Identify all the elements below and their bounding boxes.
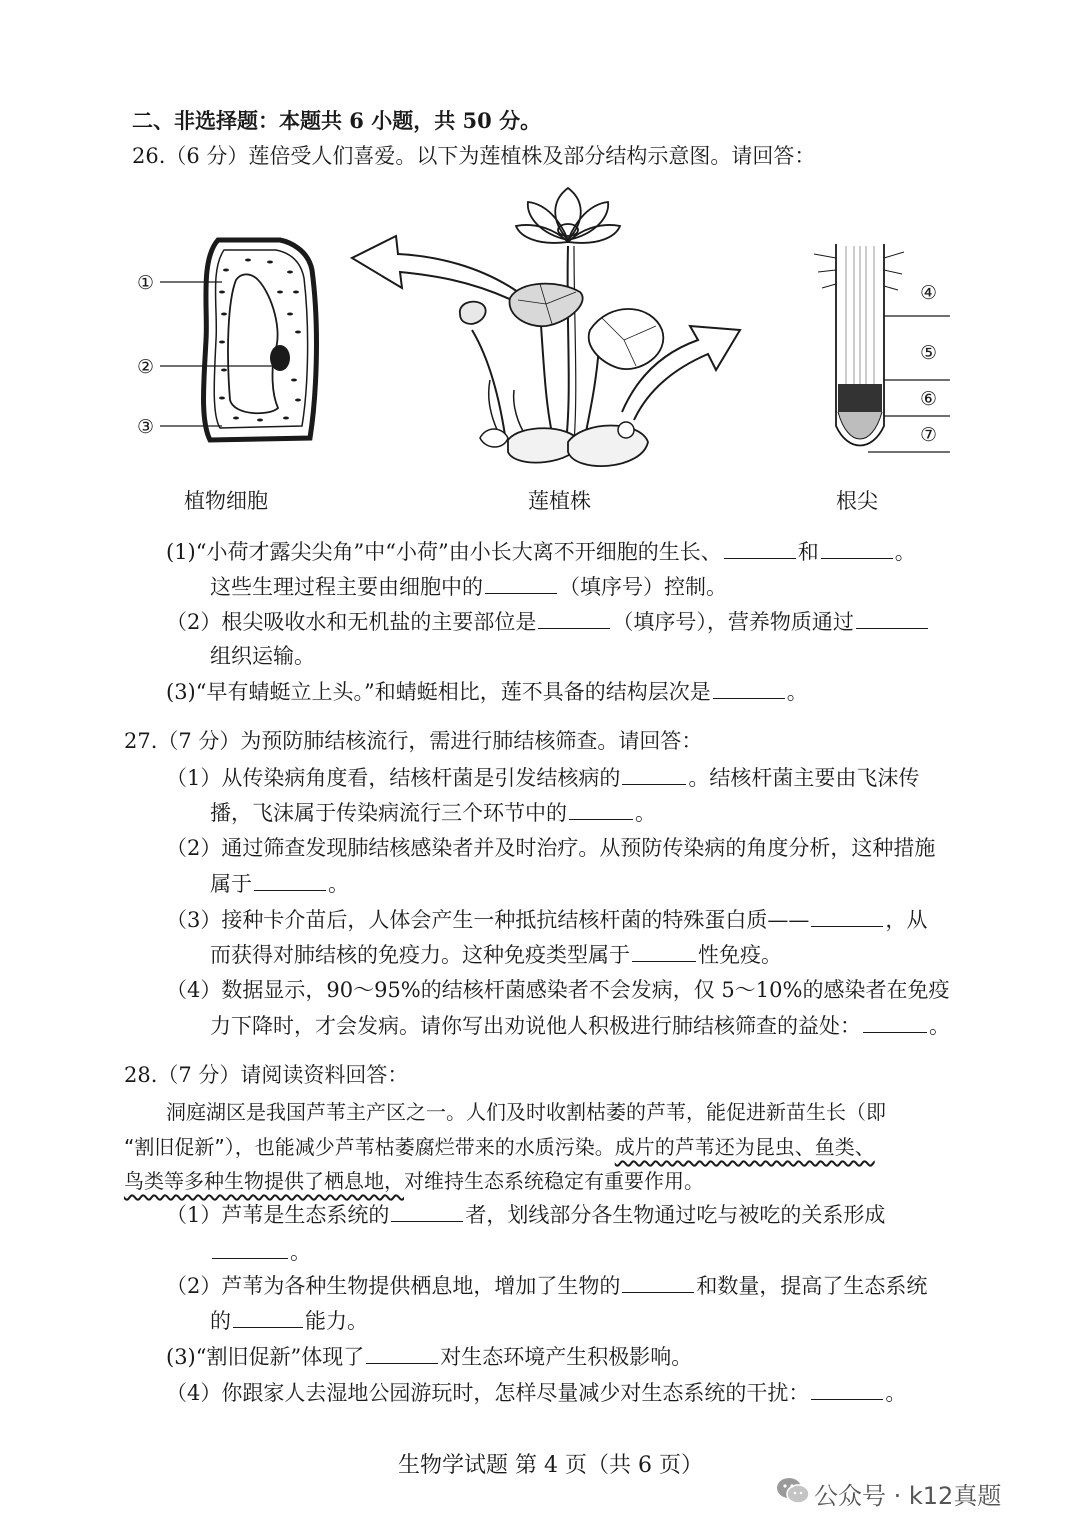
q27-stem: 27.（7 分）为预防肺结核流行，需进行肺结核筛查。请回答： [124,729,703,753]
q27-p3-line2: 而获得对肺结核的免疫力。这种免疫类型属于 性免疫。 [210,939,782,970]
q26-stem: 26.（6 分）莲倍受人们喜爱。以下为莲植株及部分结构示意图。请回答： [132,144,816,168]
answer-blank[interactable] [622,1270,694,1293]
answer-blank[interactable] [366,1341,438,1364]
root-label-5: ⑤ [920,342,938,364]
q26-p2: （2）根尖吸收水和无机盐的主要部位是 （填序号），营养物质通过 [166,606,930,637]
answer-blank[interactable] [538,606,610,629]
answer-blank[interactable] [391,1199,463,1222]
plant-cell-figure [130,230,330,450]
answer-blank[interactable] [821,536,893,559]
q26-p3: (3)“早有蜻蜓立上头。”和蜻蜓相比，莲不具备的结构层次是 。 [166,676,808,707]
answer-blank[interactable] [811,1377,883,1400]
q28-material-line2: “割旧促新”），也能减少芦苇枯萎腐烂带来的水质污染。成片的芦苇还为昆虫、鱼类、 [124,1135,875,1159]
page-footer: 生物学试题 第 4 页（共 6 页） [398,1453,703,1478]
lotus-plant-figure [340,180,770,480]
answer-blank[interactable] [254,868,326,891]
q28-material-line1: 洞庭湖区是我国芦苇主产区之一。人们及时收割枯萎的芦苇，能促进新苗生长（即 [166,1100,886,1124]
answer-blank[interactable] [863,1010,927,1033]
answer-blank[interactable] [811,904,883,927]
q28-p2-line2: 的 能力。 [210,1305,368,1336]
root-label-4: ④ [920,282,938,304]
answer-blank[interactable] [724,536,796,559]
q27-p2-line2: 属于 。 [210,868,349,899]
q27-p4-line2: 力下降时，才会发病。请你写出劝说他人积极进行肺结核筛查的益处： 。 [210,1010,950,1041]
q27-p4: （4）数据显示，90～95%的结核杆菌感染者不会发病，仅 5～10%的感染者在免疫 [166,978,950,1002]
root-label-6: ⑥ [920,388,938,410]
q28-p1: （1）芦苇是生态系统的 者，划线部分各生物通过吃与被吃的关系形成 [166,1199,885,1230]
cell-label-2: ② [137,356,155,378]
root-caption: 根尖 [836,489,878,513]
answer-blank[interactable] [569,797,633,820]
answer-blank[interactable] [485,571,557,594]
wechat-icon [776,1476,810,1506]
answer-blank[interactable] [622,762,686,785]
answer-blank[interactable] [856,606,928,629]
q28-p4: （4）你跟家人去湿地公园游玩时，怎样尽量减少对生态系统的干扰： 。 [166,1377,906,1408]
cell-caption: 植物细胞 [184,489,268,513]
q28-p2: （2）芦苇为各种生物提供栖息地，增加了生物的 和数量，提高了生态系统 [166,1270,927,1301]
q26-p1: (1)“小荷才露尖尖角”中“小荷”由小长大离不开细胞的生长、 和 。 [166,536,916,567]
q28-stem: 28.（7 分）请阅读资料回答： [124,1063,409,1087]
root-label-7: ⑦ [920,424,938,446]
plant-caption: 莲植株 [528,489,591,513]
q26-p2-line2: 组织运输。 [210,644,315,668]
cell-label-1: ① [137,272,155,294]
q26-p1-line2: 这些生理过程主要由细胞中的 （填序号）控制。 [210,571,727,602]
watermark: 公众号 · k12真题 [814,1482,1002,1510]
answer-blank[interactable] [713,676,785,699]
q27-p1: （1）从传染病角度看，结核杆菌是引发结核病的 。结核杆菌主要由飞沫传 [166,762,919,793]
q28-p1-line2: 。 [210,1236,311,1267]
answer-blank[interactable] [212,1236,288,1259]
answer-blank[interactable] [233,1305,303,1328]
cell-label-3: ③ [137,416,155,438]
q28-material-line3: 鸟类等多种生物提供了栖息地，对维持生态系统稳定有重要作用。 [124,1169,704,1193]
section-title: 二、非选择题：本题共 6 小题，共 50 分。 [132,108,542,133]
q27-p2: （2）通过筛查发现肺结核感染者并及时治疗。从预防传染病的角度分析，这种措施 [166,836,936,860]
answer-blank[interactable] [632,939,696,962]
q27-p3: （3）接种卡介苗后，人体会产生一种抵抗结核杆菌的特殊蛋白质—— ，从 [166,904,927,935]
q28-p3: (3)“割旧促新”体现了 对生态环境产生积极影响。 [166,1341,692,1372]
q27-p1-line2: 播，飞沫属于传染病流行三个环节中的 。 [210,797,656,828]
